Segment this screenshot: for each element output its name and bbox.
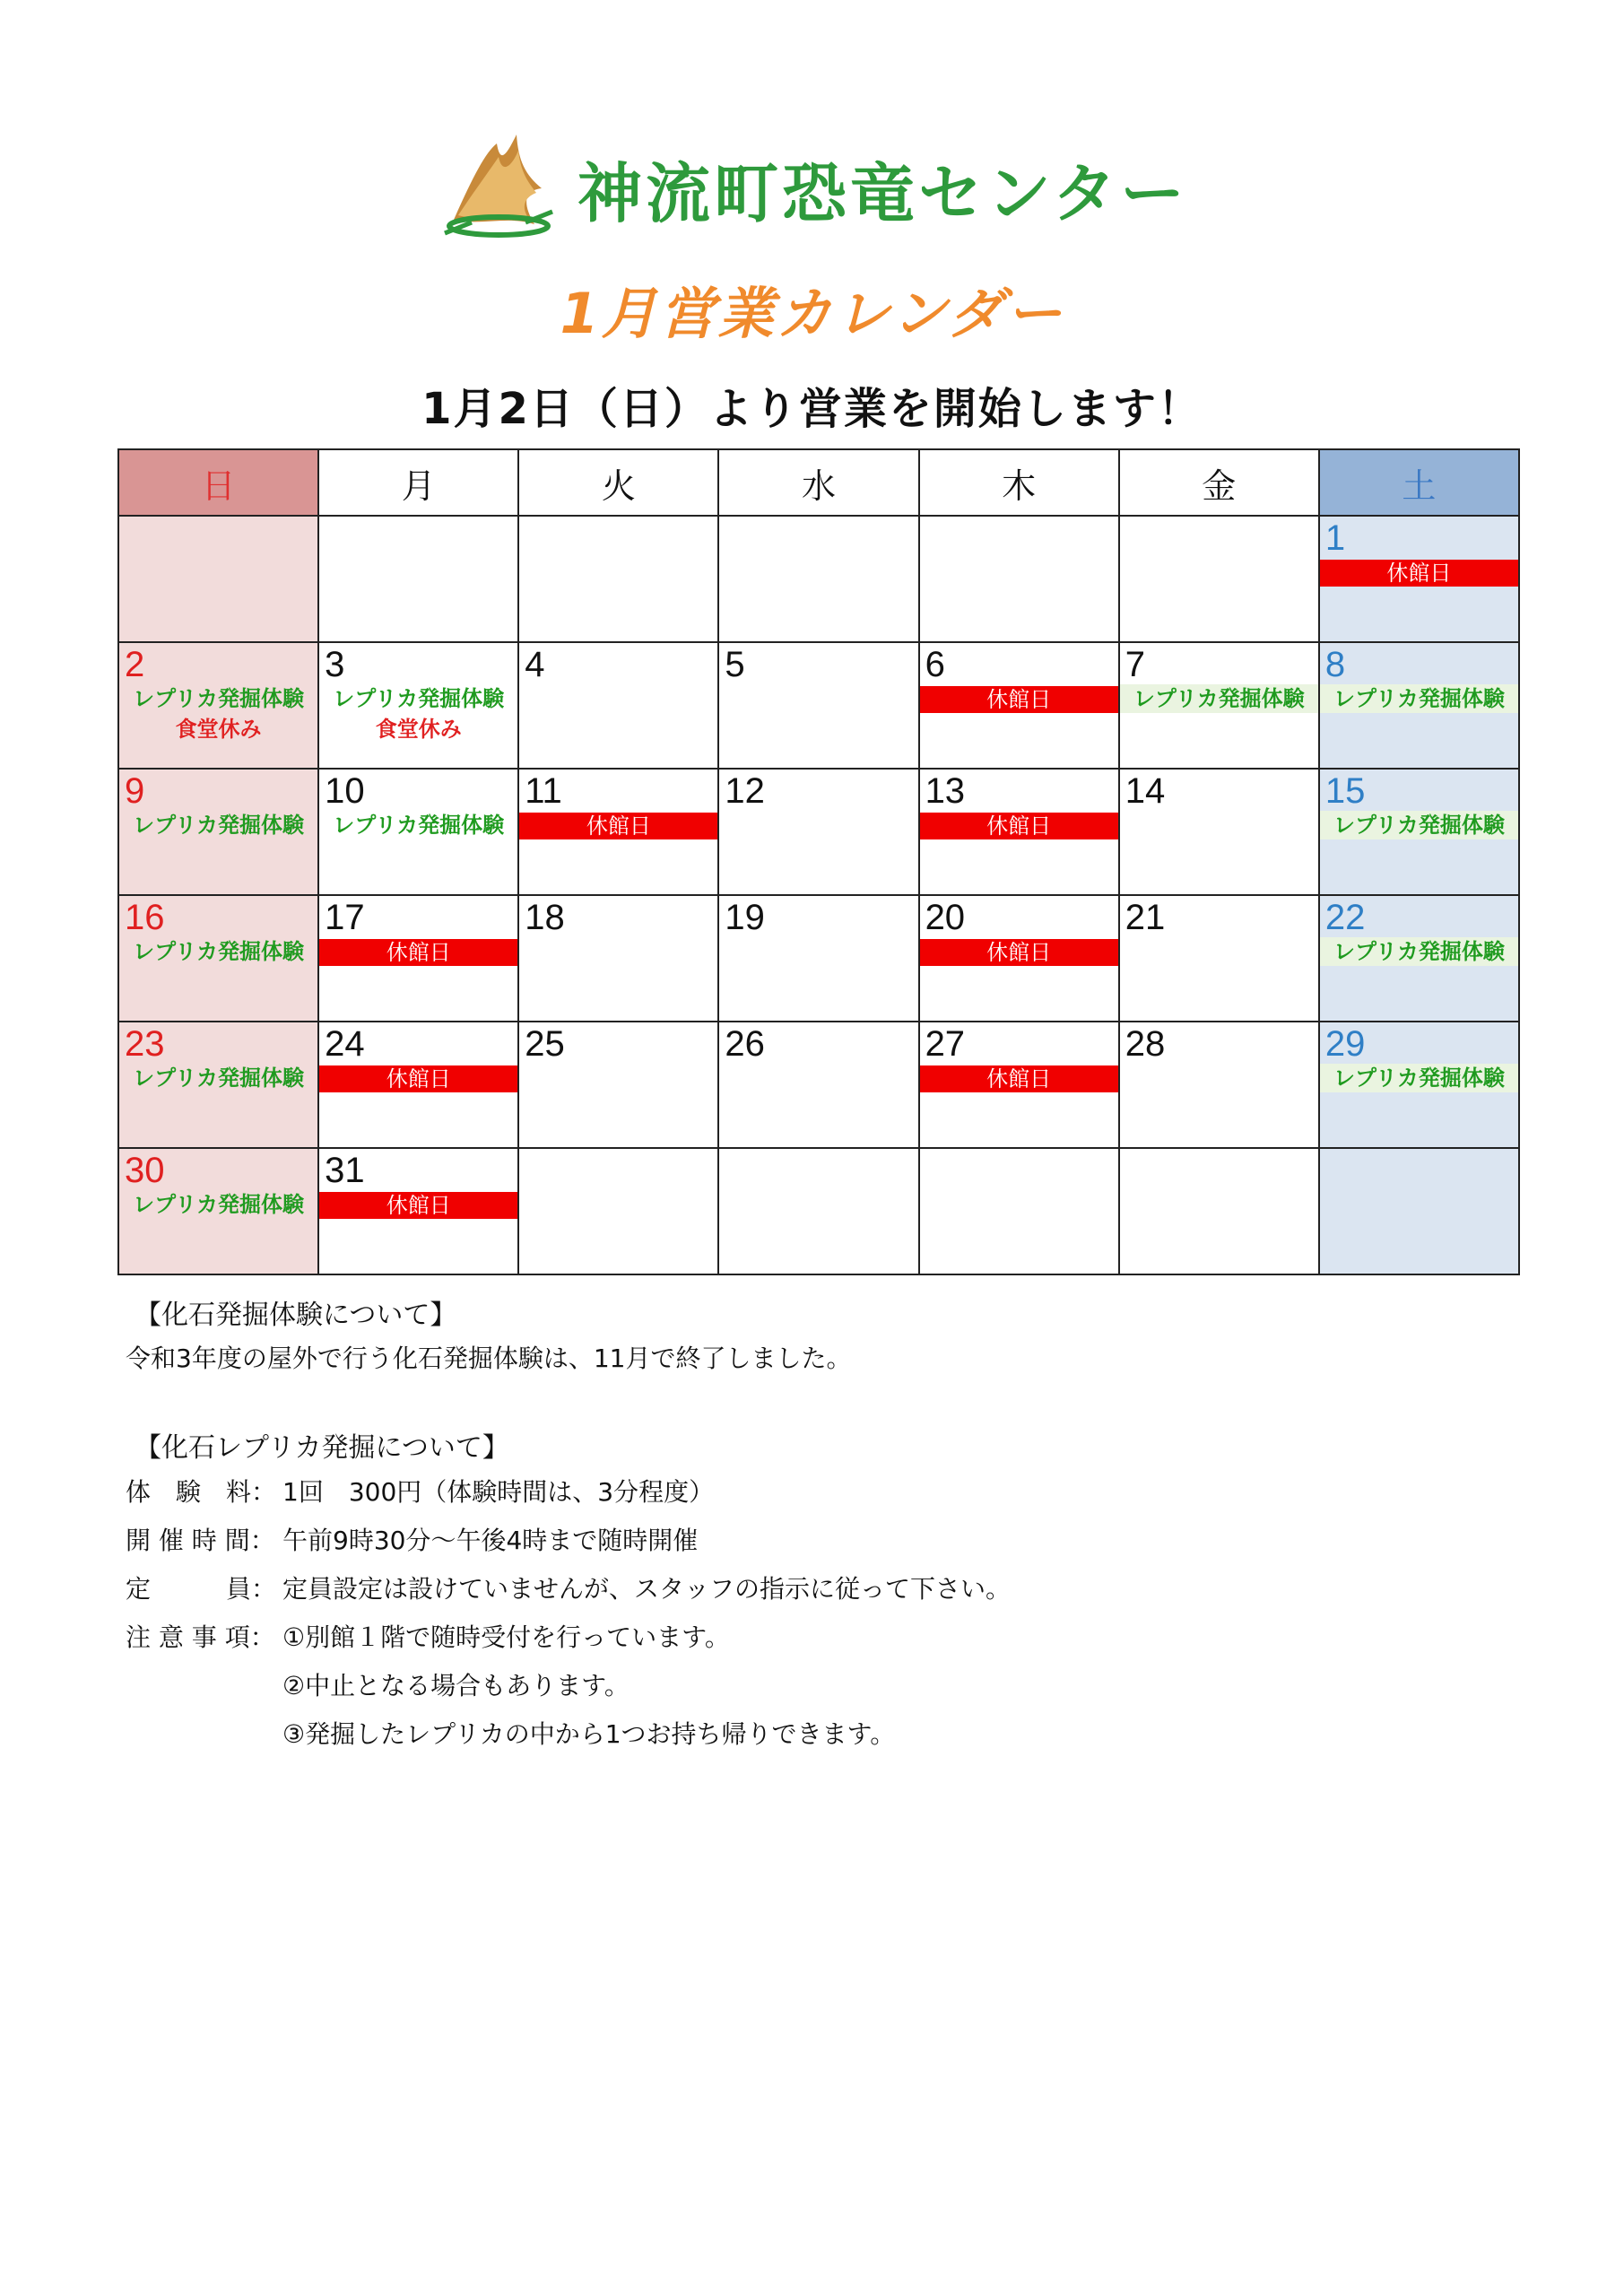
calendar-day-cell [1119,516,1319,642]
fee-label: 体 験 料： [126,1477,277,1507]
capacity-value: 定員設定は設けていませんが、スタッフの指示に従って下さい。 [282,1574,1012,1604]
day-number: 7 [1125,645,1145,684]
calendar-day-cell [919,642,1119,769]
caution-item: ②中止となる場合もあります。 [282,1671,630,1700]
calendar-week-row [118,642,1519,769]
fee-row [126,1468,1524,1517]
weekday-header: 金 [1119,449,1319,516]
calendar-table [117,448,1520,1275]
caution-row [126,1613,1524,1662]
dinosaur-logo-icon [436,126,561,251]
calendar-week-row [118,769,1519,895]
closed-day-badge: 休館日 [319,1192,517,1219]
calendar-day-cell [318,769,518,895]
caution-label: 注 意 事 項： [126,1622,275,1652]
calendar-day-cell [518,516,718,642]
calendar-day-cell [1319,642,1519,769]
calendar-week-row [118,1148,1519,1274]
replica-event-label: レプリカ発掘体験 [333,686,505,711]
opening-announcement: 1月2日（日）より営業を開始します！ [421,384,1203,434]
replica-event-label: レプリカ発掘体験 [1320,684,1518,713]
calendar-day-cell [1119,769,1319,895]
calendar-day-cell [1319,1148,1519,1274]
caution-item: ①別館１階で随時受付を行っています。 [282,1622,730,1652]
hours-value: 午前9時30分～午後4時まで随時開催 [282,1526,699,1555]
calendar-day-cell [919,516,1119,642]
day-number: 10 [325,771,365,811]
calendar-day-cell [318,516,518,642]
logo [0,126,1624,251]
day-number: 3 [325,645,345,684]
replica-event-label: レプリカ発掘体験 [1320,1064,1518,1092]
calendar-week-row [118,516,1519,642]
day-number: 14 [1125,771,1166,811]
calendar-day-cell [518,895,718,1022]
capacity-row [126,1565,1524,1613]
day-number: 16 [125,898,165,937]
calendar-day-cell [518,1022,718,1148]
calendar-day-cell [1319,516,1519,642]
day-number: 2 [125,645,145,684]
day-number: 26 [725,1024,765,1064]
cafeteria-closed-label: 食堂休み [175,717,262,742]
calendar-week-row [118,1022,1519,1148]
day-number: 4 [525,645,545,684]
day-number: 6 [925,645,945,684]
calendar-day-cell [118,1022,318,1148]
calendar-day-cell [318,1022,518,1148]
replica-event-label: レプリカ発掘体験 [133,813,304,838]
weekday-header: 木 [919,449,1119,516]
calendar-day-cell [318,1148,518,1274]
day-number: 12 [725,771,765,811]
replica-event-label: レプリカ発掘体験 [1320,937,1518,966]
fee-value: 1回 300円（体験時間は、3分程度） [282,1477,715,1507]
calendar-day-cell [1119,642,1319,769]
day-number: 13 [925,771,966,811]
closed-day-badge: 休館日 [319,939,517,966]
calendar-day-cell [919,1148,1119,1274]
calendar-day-cell [318,642,518,769]
calendar-day-cell [1119,1148,1319,1274]
calendar-day-cell [1319,769,1519,895]
calendar-day-cell [118,1148,318,1274]
calendar-day-cell [718,769,918,895]
day-number: 17 [325,898,365,937]
calendar-body [118,516,1519,1274]
calendar-day-cell [919,895,1119,1022]
day-number: 19 [725,898,765,937]
day-number: 20 [925,898,966,937]
day-number: 28 [1125,1024,1166,1064]
day-number: 8 [1324,645,1346,684]
calendar-day-cell [718,895,918,1022]
logo-text: 神流町恐竜センター [577,156,1189,231]
day-number: 29 [1324,1024,1366,1064]
replica-section-title: 【化石レプリカ発掘について】 [135,1432,509,1464]
calendar-day-cell [1319,895,1519,1022]
day-number: 27 [925,1024,966,1064]
hours-label: 開 催 時 間： [126,1526,275,1555]
calendar-day-cell [1119,895,1319,1022]
day-number: 18 [525,898,565,937]
weekday-header-row [118,449,1519,516]
closed-day-badge: 休館日 [920,1065,1118,1092]
replica-event-label: レプリカ発掘体験 [1120,684,1318,713]
fossil-section-title: 【化石発掘体験について】 [135,1300,457,1331]
closed-day-badge: 休館日 [1320,560,1518,587]
fossil-section-text: 令和3年度の屋外で行う化石発掘体験は、11月で終了しました。 [126,1344,852,1373]
day-number: 22 [1324,898,1366,937]
calendar-day-cell [118,642,318,769]
notes-section [126,1296,1524,1759]
day-number: 15 [1324,771,1366,811]
closed-day-badge: 休館日 [519,813,717,839]
calendar-day-cell [118,895,318,1022]
caution-item: ③発掘したレプリカの中から1つお持ち帰りできます。 [282,1719,896,1749]
calendar-day-cell [118,769,318,895]
closed-day-badge: 休館日 [920,813,1118,839]
hours-row [126,1517,1524,1565]
calendar-day-cell [118,516,318,642]
calendar-day-cell [718,642,918,769]
day-number: 5 [725,645,745,684]
calendar-day-cell [718,516,918,642]
calendar-day-cell [318,895,518,1022]
replica-event-label: レプリカ発掘体験 [133,1192,304,1217]
header [0,126,1624,436]
replica-event-label: レプリカ発掘体験 [1320,811,1518,839]
day-number: 30 [125,1151,165,1190]
day-number: 25 [525,1024,565,1064]
calendar-day-cell [1119,1022,1319,1148]
day-number: 11 [525,771,562,811]
replica-event-label: レプリカ発掘体験 [133,686,304,711]
replica-event-label: レプリカ発掘体験 [333,813,505,838]
closed-day-badge: 休館日 [319,1065,517,1092]
capacity-label: 定 員： [126,1574,277,1604]
closed-day-badge: 休館日 [920,939,1118,966]
day-number: 31 [325,1151,365,1190]
calendar-subtitle: 1月営業カレンダー [560,281,1064,346]
weekday-header: 月 [318,449,518,516]
calendar-day-cell [919,769,1119,895]
calendar-day-cell [718,1148,918,1274]
cafeteria-closed-label: 食堂休み [375,717,462,742]
weekday-header: 火 [518,449,718,516]
weekday-header: 水 [718,449,918,516]
day-number: 21 [1125,898,1166,937]
calendar-day-cell [518,769,718,895]
calendar-week-row [118,895,1519,1022]
calendar-day-cell [1319,1022,1519,1148]
calendar-day-cell [919,1022,1119,1148]
replica-event-label: レプリカ発掘体験 [133,939,304,964]
closed-day-badge: 休館日 [920,686,1118,713]
weekday-header: 土 [1319,449,1519,516]
calendar-day-cell [718,1022,918,1148]
day-number: 1 [1324,518,1346,558]
day-number: 24 [325,1024,365,1064]
calendar-day-cell [518,1148,718,1274]
day-number: 23 [125,1024,165,1064]
weekday-header: 日 [118,449,318,516]
calendar-day-cell [518,642,718,769]
day-number: 9 [125,771,145,811]
replica-event-label: レプリカ発掘体験 [133,1065,304,1091]
